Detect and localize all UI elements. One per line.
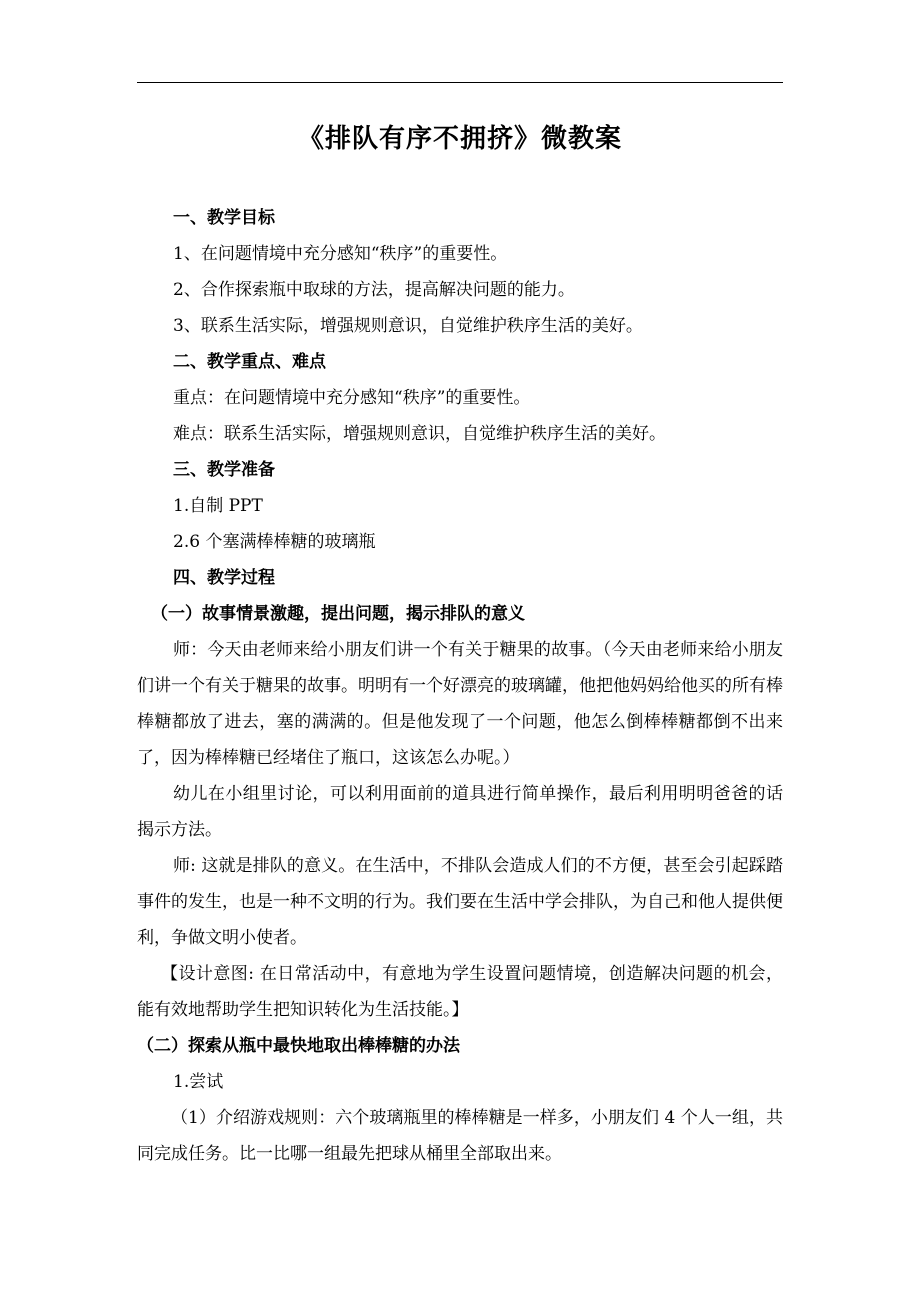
goal-item: 3、联系生活实际，增强规则意识，自觉维护秩序生活的美好。 (173, 316, 643, 336)
process-part2-heading: （二）探索从瓶中最快地取出棒棒糖的办法 (137, 1036, 460, 1056)
section-heading-goals: 一、教学目标 (173, 208, 275, 228)
meaning-paragraph: 师: 这就是排队的意义。在生活中，不排队会造成人们的不方便，甚至会引起踩踏事件的发生，也是一种不文明的行为。我们要在生活中学会排队，为自己和他人提供便利，争做文明小使者。 (137, 856, 783, 948)
design-intent-paragraph: 【设计意图: 在日常活动中，有意地为学生设置问题情境，创造解决问题的机会，能有效地帮助学生把知识转化为生活技能。】 (137, 964, 783, 1020)
preparation-item: 1.自制 PPT (173, 496, 263, 516)
goal-item: 2、合作探索瓶中取球的方法，提高解决问题的能力。 (173, 280, 575, 300)
difficulty-text: 难点：联系生活实际，增强规则意识，自觉维护秩序生活的美好。 (173, 424, 666, 444)
header-rule (137, 82, 783, 83)
step-label: 1.尝试 (173, 1072, 224, 1092)
section-heading-process: 四、教学过程 (173, 568, 275, 588)
preparation-item: 2.6 个塞满棒棒糖的玻璃瓶 (173, 532, 376, 552)
section-heading-preparation: 三、教学准备 (173, 460, 275, 480)
discussion-paragraph: 幼儿在小组里讨论，可以利用面前的道具进行简单操作，最后利用明明爸爸的话揭示方法。 (137, 784, 783, 840)
document-body (137, 200, 783, 1172)
section-heading-key-points: 二、教学重点、难点 (173, 352, 326, 372)
key-point-text: 重点：在问题情境中充分感知“秩序”的重要性。 (173, 388, 531, 408)
game-rules-paragraph: （1）介绍游戏规则：六个玻璃瓶里的棒棒糖是一样多，小朋友们 4 个人一组，共同完成任务。比一比哪一组最先把球从桶里全部取出来。 (137, 1108, 783, 1164)
document-title: 《排队有序不拥挤》微教案 (297, 124, 622, 154)
story-paragraph: 师：今天由老师来给小朋友们讲一个有关于糖果的故事。（今天由老师来给小朋友们讲一个有关于糖果的故事。明明有一个好漂亮的玻璃罐，他把他妈妈给他买的所有棒棒糖都放了进去，塞的满满的。但是他发现了一个问题，他怎么倒棒棒糖都倒不出来了，因为棒棒糖已经堵住了瓶口，这该怎么办呢。） (137, 640, 783, 768)
process-part1-heading: （一）故事情景激趣，提出问题，揭示排队的意义 (151, 604, 525, 624)
goal-item: 1、在问题情境中充分感知“秩序”的重要性。 (173, 244, 508, 264)
